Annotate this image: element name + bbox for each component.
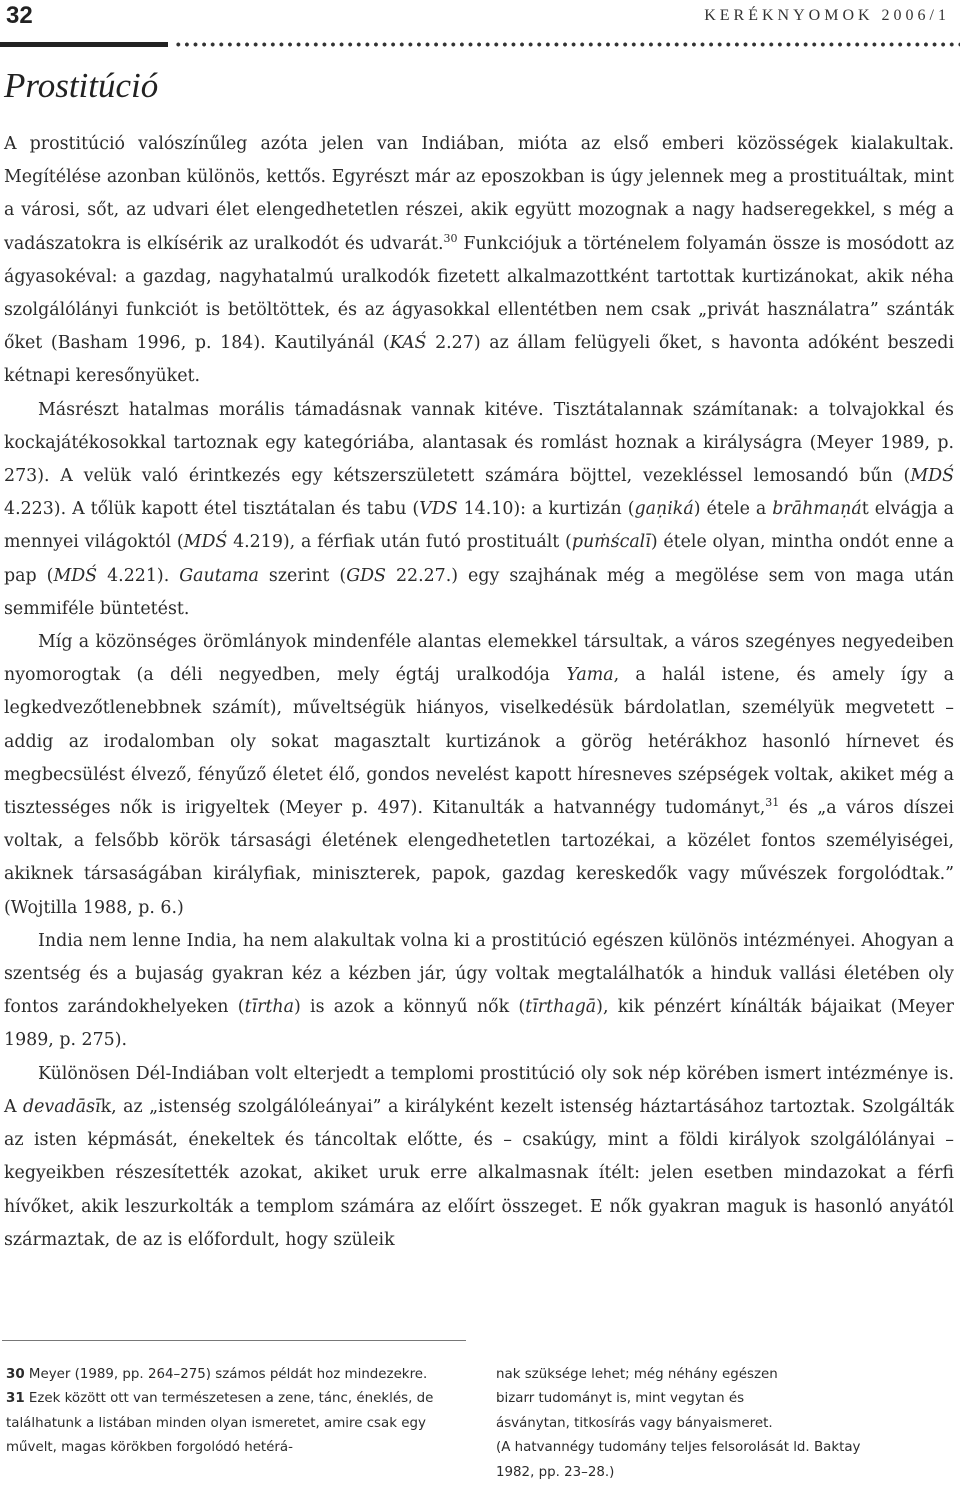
paragraph-text: k, az „istenség szolgálóleányai” a királyként kezelt istenség háztartásához tartoztak. Szolgálták az isten képmását, énekeltek és táncoltak előtte, és – csakúgy, mint a földi királyok szolgálólányai – kegyeikben részesítették azokat, akiket uruk erre alkalmasnak ítélt: jelen esetben mindazokat a férfi hívőket, akik leszurkolták a templom számára az előírt összeget. E nők gyakran maguk is hasonló anyától származtak, de az is előfordult, hogy szüleik — [4, 1096, 954, 1250]
footnote-number: 30 — [6, 1367, 25, 1382]
footnote-continuation-line: 1982, pp. 23–28.) — [496, 1464, 615, 1480]
paragraph-2 — [4, 394, 954, 626]
italic-term: puṁścalī — [571, 532, 651, 553]
paragraph-text: India nem lenne India, ha nem alakultak volna ki a prostitúció egészen különös intézményei. Ahogyan a szentség és a bujaság gyakran kéz a kézben jár, úgy voltak megtalálhatók a hinduk vallási életében oly fontos zarándokhelyeken ( — [4, 930, 954, 1018]
footnote-continuation-line: nak szüksége lehet; még néhány egészen — [496, 1367, 778, 1382]
paragraph-4 — [4, 925, 954, 1058]
paragraph-text: Másrészt hatalmas morális támadásnak vannak kitéve. Tisztátalannak számítanak: a tolvajokkal és kockajátékosokkal tartoznak egy kategóriába, alantasak és romlást hoznak a királyságra (Meyer 1989, p. 273). A velük való érintkezés egy kétszerszületett számára böjttel, vezekléssel lemosandó bűn ( — [4, 399, 954, 487]
paragraph-text: ) étele a — [693, 499, 773, 520]
paragraph-text: Különösen Dél-Indiában volt elterjedt a templomi prostitúció oly sok nép körében ismert intézménye is. A — [4, 1063, 954, 1117]
paragraph-text: ) étele olyan, mintha ondót enne a pap ( — [4, 532, 954, 586]
footnotes-left-column — [6, 1363, 468, 1461]
italic-term: MDŚ — [53, 565, 98, 586]
italic-term: VDS — [419, 499, 458, 520]
paragraph-5 — [4, 1058, 954, 1257]
paragraph-text: Míg a közönséges örömlányok mindenféle alantas elemekkel társultak, a város szegényes negyedeiben nyomorogtak (a déli negyedben, mely égtáj uralkodója — [4, 632, 954, 686]
paragraph-text: 14.10): a kurtizán ( — [457, 499, 635, 520]
footnote-text: Meyer (1989, pp. 264–275) számos példát hoz mindezekre. — [24, 1367, 428, 1382]
footnote-continuation-line: (A hatvannégy tudomány teljes felsorolását ld. Baktay — [496, 1440, 861, 1456]
paragraph-3 — [4, 626, 954, 925]
footnotes-right-column — [496, 1363, 956, 1485]
journal-running-head: KERÉKNYOMOK 2006/1 — [704, 7, 950, 24]
italic-term: tīrtha — [244, 997, 294, 1018]
header-rule-solid — [0, 42, 168, 47]
footnote-reference: 31 — [765, 796, 780, 810]
paragraph-text: 4.223). A tőlük kapott étel tisztátalan és tabu ( — [4, 499, 420, 520]
footnote-number: 31 — [6, 1391, 25, 1407]
paragraph-text: t elvágja a mennyei világoktól ( — [4, 499, 955, 553]
page-number: 32 — [6, 2, 33, 29]
paragraph-text: szerint ( — [258, 565, 347, 586]
italic-term: devadāsī — [23, 1096, 101, 1117]
italic-term: MDŚ — [183, 532, 228, 553]
italic-term: brāhmaṇá — [772, 499, 862, 520]
italic-term: Yama — [566, 665, 614, 686]
paragraph-text: 4.221). — [97, 565, 180, 586]
paragraph-text: 4.219), a férfiak után futó prostituált ( — [227, 532, 572, 553]
footnote-text: Ezek között ott van természetesen a zene, tánc, éneklés, de találhatunk a listában minden olyan ismeretet, amire csak egy művelt, magas körökben forgolódó hetérá- — [6, 1391, 434, 1456]
italic-term: GDS — [346, 565, 386, 586]
paragraph-text: Funkciójuk a történelem folyamán össze is mosódott az ágyasokéval: a gazdag, nagyhatalmú uralkodók fizetett alkalmazottként tartottak kurtizánokat, akik néha szolgálólányi funkciót is betöltöttek, és az ágyasokkal ellentétben nem csak „privát használatra” szánták őket (Basham 1996, p. 184). Kautilyánál ( — [4, 233, 954, 354]
paragraph-text: és „a város díszei voltak, a felsőbb körök társasági életének elengedhetetlen tartozékai, a közélet fontos személyiségei, akiknek társaságában királyfiak, miniszterek, papok, gazdag kereskedők vagy művészek forgolódtak.” (Wojtilla 1988, p. 6.) — [4, 798, 954, 918]
header-rule — [0, 40, 960, 48]
paragraph-text: 2.27) az állam felügyeli őket, s havonta adóként beszedi kétnapi keresőnyüket. — [4, 333, 954, 387]
paragraph-text: 22.27.) egy szajhának még a megölése sem von maga után semmiféle büntetést. — [4, 565, 954, 619]
italic-term: gaṇiká — [634, 499, 694, 520]
paragraph-text: A prostitúció valószínűleg azóta jelen van Indiában, mióta az első emberi közösségek kialakultak. Megítélése azonban különös, kettős. Egyrészt már az eposzokban is úgy jelennek meg a prostituáltak, mint a városi, sőt, az udvari élet elengedhetetlen részei, akik együtt mozognak a nagy hadseregekkel, s még a vadászatokra is elkísérik az uralkodót és udvarát. — [4, 134, 954, 254]
footnote-continuation-line: bizarr tudományt is, mint vegytan és — [496, 1391, 745, 1407]
paragraph-text: ) is azok a könnyű nők ( — [294, 997, 526, 1018]
paragraph-1 — [4, 128, 954, 394]
footnote-continuation-line: ásványtan, titkosírás vagy bányaismeret. — [496, 1415, 773, 1431]
paragraph-text: ), kik pénzért kínálták bájaikat (Meyer 1989, p. 275). — [4, 997, 954, 1051]
italic-term: MDŚ — [910, 466, 954, 487]
section-title: Prostitúció — [4, 66, 159, 105]
header-rule-dotted — [174, 42, 960, 47]
footnote-30 — [6, 1363, 468, 1387]
italic-term: tīrthagā — [525, 997, 597, 1018]
footnote-reference: 30 — [443, 231, 458, 245]
footnote-rule — [2, 1340, 466, 1341]
footnote-31 — [6, 1387, 468, 1460]
article-body — [4, 128, 954, 1257]
italic-term: KAŚ — [389, 333, 427, 354]
italic-term: Gautama — [179, 565, 259, 586]
paragraph-text: , a halál istene, és amely így a legkedvezőtlenebbnek számít), műveltségük hiányos, viselkedésük bárdolatlan, személyük megvetett – addig az irodalomban oly sokat magasztalt kurtizánok a görög hetérákhoz hasonló hírnevet és megbecsülést élvező, fényűző életet élő, gondos nevelést kapott híresneves szépségek voltak, akiket még a tisztességes nők is irigyeltek (Meyer p. 497). Kitanulták a hatvannégy tudományt, — [4, 665, 954, 819]
